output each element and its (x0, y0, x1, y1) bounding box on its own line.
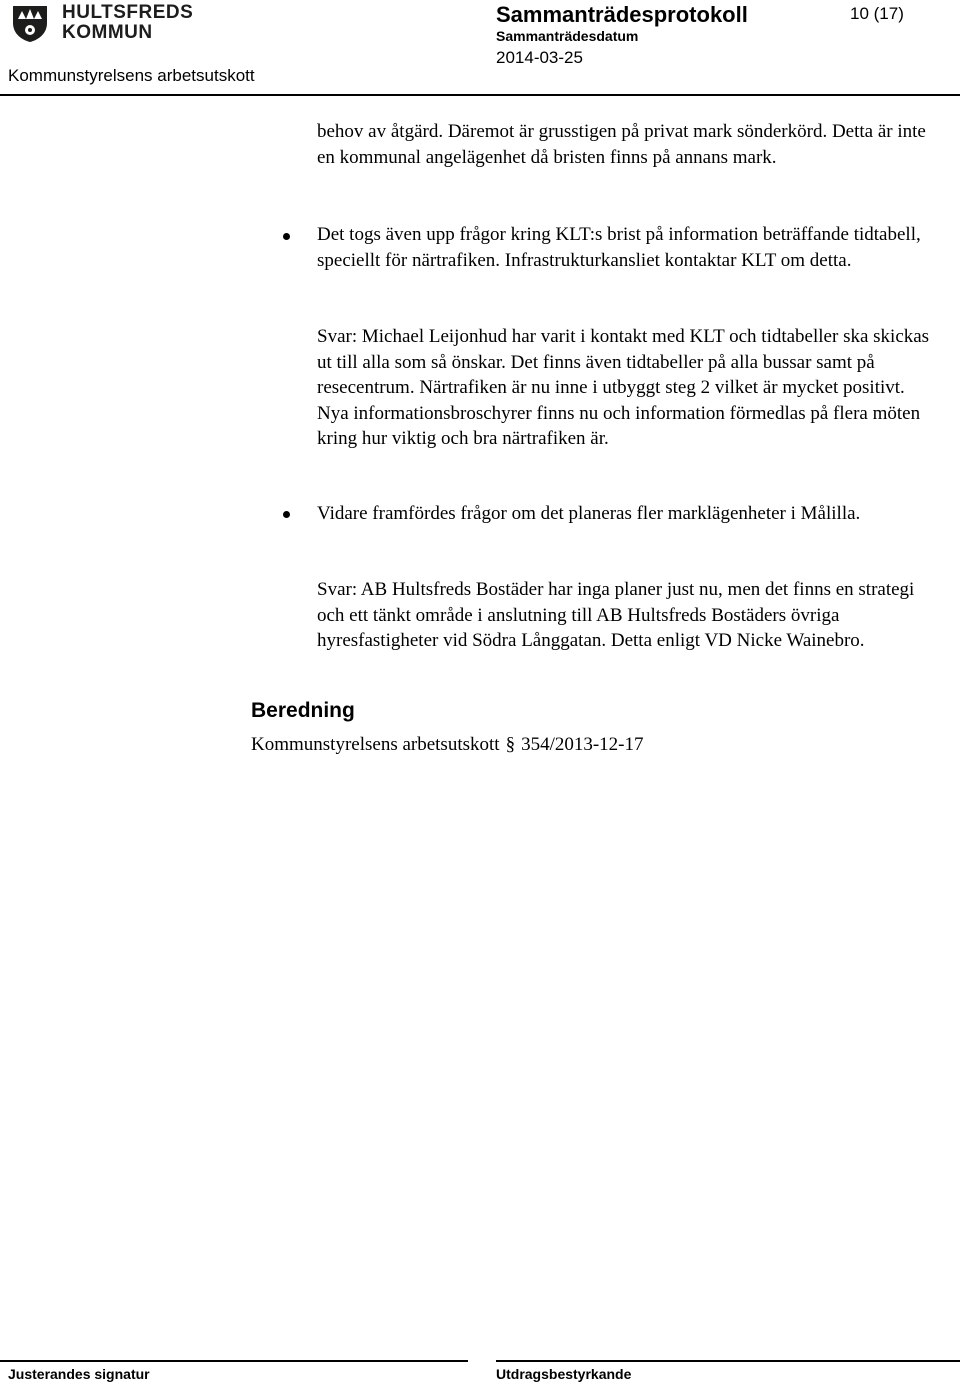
footer-divider-left (0, 1360, 468, 1362)
logo-line-2: KOMMUN (62, 22, 153, 43)
header-divider (0, 94, 960, 96)
beredning-reference (251, 732, 644, 757)
answer-paragraph-timetables: Svar: Michael Leijonhud har varit i kontakt med KLT och tidtabeller ska skickas ut till alla som så önskar. Det finns även tidtabeller på alla bussar samt på resecentrum. Närtrafiken är nu inne i utbyggt steg 2 vilket är mycket positivt. Nya informationsbroschyrer finns nu och information förmedlas på flera möten kring hur viktig och bra närtrafiken är. (317, 326, 930, 449)
section-heading-beredning: Beredning (251, 699, 355, 722)
reference-body: Kommunstyrelsens arbetsutskott (251, 734, 500, 755)
continued-paragraph: behov av åtgärd. Däremot är grusstigen på privat mark sönderkörd. Detta är inte en kommunal angelägenhet då bristen finns på annans mark. (317, 121, 926, 168)
logo-line-1: HULTSFREDS (62, 2, 194, 23)
bullet-dot-icon (283, 511, 290, 518)
committee-name: Kommunstyrelsens arbetsutskott (8, 66, 255, 85)
answer-paragraph-apartments: Svar: AB Hultsfreds Bostäder har inga planer just nu, men det finns en strategi och ett tänkt område i anslutning till AB Hultsfreds Bostäders övriga hyresfastigheter vid Södra Långgatan. Detta enligt VD Nicke Wainebro. (317, 579, 915, 651)
municipal-crest-icon (10, 3, 50, 43)
reference-number: 354/2013-12-17 (521, 734, 644, 755)
signature-label: Justerandes signatur (8, 1366, 150, 1382)
bullet-item-apartments: Vidare framfördes frågor om det planeras fler marklägenheter i Målilla. (317, 503, 861, 524)
certification-label: Utdragsbestyrkande (496, 1366, 632, 1382)
document-title: Sammanträdesprotokoll (496, 2, 748, 27)
page-number: 10 (17) (850, 4, 904, 23)
paragraph-symbol: § (505, 734, 516, 755)
meeting-date: 2014-03-25 (496, 48, 583, 67)
date-label: Sammanträdesdatum (496, 28, 639, 44)
municipality-logo (10, 2, 193, 44)
footer-divider-right (496, 1360, 960, 1362)
bullet-dot-icon (283, 233, 290, 240)
bullet-item-information: Det togs även upp frågor kring KLT:s brist på information beträffande tidtabell, speciellt för närtrafiken. Infrastrukturkansliet kontaktar KLT om detta. (317, 224, 921, 271)
